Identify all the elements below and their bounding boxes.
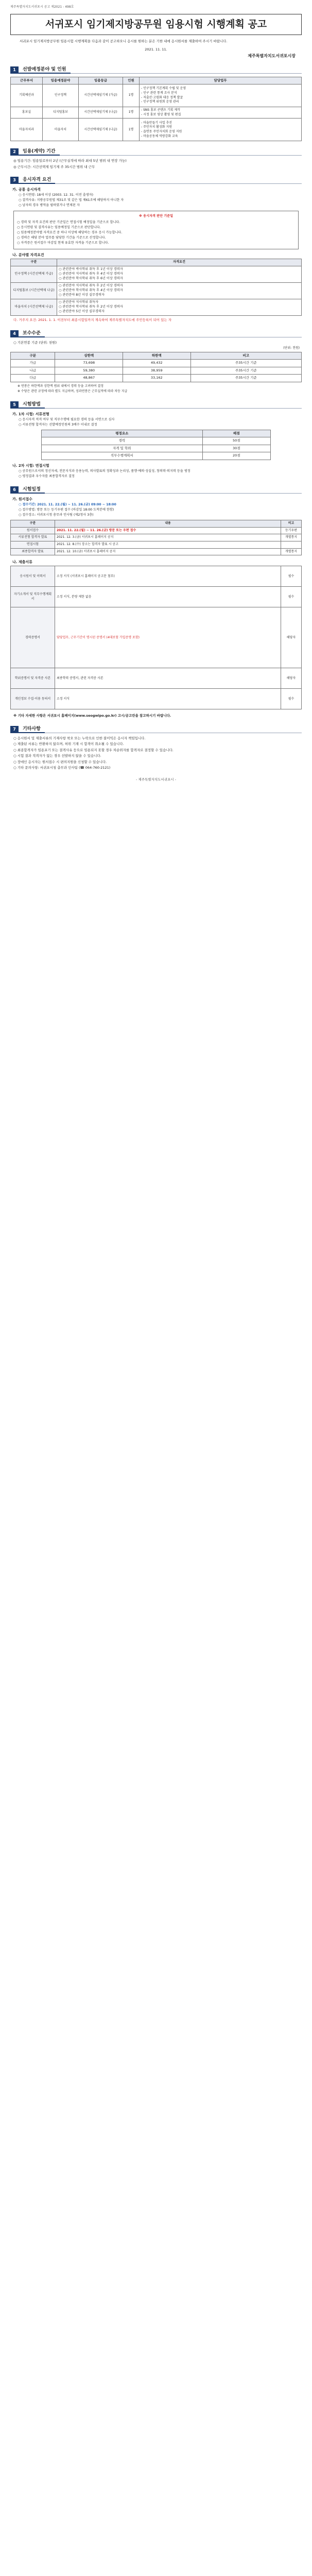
pay-intro: ○ 기본연봉 기준 (단위: 천원) xyxy=(13,340,57,345)
duty-item: - 주민자치 활성화 지원 xyxy=(141,125,172,129)
cell-note: 해당자 xyxy=(281,607,302,668)
cell-content: 소정 서식 xyxy=(55,689,281,709)
cell-count: 1명 xyxy=(123,107,140,118)
section-number: 1 xyxy=(10,66,19,74)
duty-item: - SNS 홍보 콘텐츠 기획 제작 xyxy=(141,108,180,112)
table-row xyxy=(11,534,302,541)
section-number: 6 xyxy=(10,486,19,494)
method-head-2: 나. 2차 시험: 면접시험 xyxy=(12,463,49,468)
table-row xyxy=(11,118,302,141)
cell-note: 필수 xyxy=(281,566,302,587)
cell-score: 20점 xyxy=(202,452,270,460)
table-header: 비고 xyxy=(190,352,301,359)
section-divider xyxy=(45,726,302,733)
method-line: ○ 공무원으로서의 정신자세, 전문지식과 응용능력, 의사발표의 정확성과 논리성, 품행·예의·성실성, 창의력·의지력 등을 평정 xyxy=(19,469,190,473)
qualification-specific-head: 나. 분야별 자격요건 xyxy=(12,253,44,258)
table-row xyxy=(11,527,302,534)
duty-item: - 인구 관련 통계 조사 분석 xyxy=(141,91,177,95)
table-header: 자격요건 xyxy=(57,259,302,266)
other-line: ○ 제출된 서류는 반환하지 않으며, 허위 기재 시 합격이 취소될 수 있습니다. xyxy=(13,742,124,747)
positions-table xyxy=(10,77,302,142)
announcement-page xyxy=(0,0,312,790)
duty-item: - 마을만들기 사업 추진 xyxy=(141,121,172,125)
duty-item: - 마을공동체 역량강화 교육 xyxy=(141,134,178,138)
other-line: ○ 시험 결과 적격자가 없는 경우 선발하지 않을 수 있습니다. xyxy=(13,754,101,758)
schedule-table xyxy=(10,520,302,555)
qualification-table xyxy=(10,259,302,316)
section-1-header xyxy=(10,66,302,74)
cell-label: 최종합격자 발표 xyxy=(11,548,55,555)
notice-item: ○ 응시연령 및 결격사유는 임용예정일 기준으로 판단합니다. xyxy=(17,226,101,230)
table-header: 구분 xyxy=(11,259,57,266)
table-row xyxy=(11,283,302,299)
table-header: 내용 xyxy=(55,520,281,527)
section-number: 3 xyxy=(10,177,19,184)
table-row xyxy=(11,587,302,607)
section-number: 7 xyxy=(10,726,19,733)
notice-item: ○ 임용예정분야별 자격요건 중 하나 이상에 해당하는 경우 응시 가능합니다. xyxy=(17,231,123,235)
table-row xyxy=(11,107,302,118)
table-row xyxy=(11,548,302,555)
cell-dept: 홍보실 xyxy=(11,107,43,118)
section-2-header xyxy=(10,148,302,156)
req-item: ○ 관련분야 석사학위 취득 후 4년 이상 경력자 xyxy=(59,272,123,276)
cell-content xyxy=(57,283,302,299)
table-row xyxy=(11,566,302,587)
table-header: 상한액 xyxy=(55,352,123,359)
table-header: 임용예정분야 xyxy=(43,77,79,84)
qualification-line: ○ 결격사유: 지방공무원법 제31조 및 같은 법 제61조에 해당하지 아니한 자 xyxy=(19,198,124,202)
duty-item: - 인구정책 위원회 운영 관리 xyxy=(141,100,179,104)
method-line: ○ 평정결과 우수자를 최종합격자로 결정 xyxy=(19,474,75,478)
notice-item: ○ 경력 및 자격 요건의 판단 기준일은 면접시험 예정일을 기준으로 합니다. xyxy=(17,221,120,225)
term-line: ◎ 근무시간: 시간선택제 임기제 주 35시간 범위 내 근무 xyxy=(13,164,95,169)
section-6-header xyxy=(10,486,302,494)
section-title: 시험일정 xyxy=(19,486,45,494)
cell-upper: 59,380 xyxy=(55,367,123,374)
cell-content: 2021. 11. 22.(월) ~ 11. 26.(금) 방문 또는 우편 접수 xyxy=(55,527,281,534)
pay-note: ※ 연봉은 하한액과 상한액 범위 내에서 경력 등을 고려하여 결정 xyxy=(18,384,104,388)
cell-label: 마을자치 (시간선택제 나급) xyxy=(11,299,57,316)
cell-upper: 73,698 xyxy=(55,360,123,367)
cell-lower: 38,959 xyxy=(123,367,191,374)
table-header: 구분 xyxy=(11,352,55,359)
qualification-notice-box xyxy=(13,211,299,249)
table-header: 배점 xyxy=(202,430,270,437)
cell-duties xyxy=(140,107,302,118)
table-row xyxy=(11,607,302,668)
issuer: 제주특별자치도서귀포시장 xyxy=(248,54,296,59)
section-title: 임용(계약) 기간 xyxy=(19,148,60,156)
intro-text: 서귀포시 임기제지방공무원 임용시험 시행계획을 다음과 같이 공고하오니 응시를 원하는 분은 기한 내에 응시원서를 제출하여 주시기 바랍니다. xyxy=(20,39,228,44)
req-item: ○ 관련분야 석사학위 취득 후 2년 이상 경력자 xyxy=(59,284,123,288)
cell-label: 개인정보 수집·이용 동의서 xyxy=(11,689,55,709)
table-row xyxy=(11,367,302,374)
table-header: 임용등급 xyxy=(79,77,123,84)
section-divider xyxy=(45,401,302,409)
footer: - 제주특별자치도서귀포시 - xyxy=(136,777,176,782)
req-item: ○ 관련분야 학사학위 취득 후 4년 이상 경력자 xyxy=(59,289,123,293)
method-line: ○ 서류전형 합격자는 선발예정인원의 3배수 이내로 결정 xyxy=(19,423,97,427)
page-title: 서귀포시 임기제지방공무원 임용시험 시행계획 공고 xyxy=(10,14,302,36)
cell-field: 마을자치 xyxy=(43,118,79,141)
documents-head: 나. 제출서류 xyxy=(12,560,32,565)
cell-note: 개별통지 xyxy=(281,534,302,541)
cell-content xyxy=(57,266,302,283)
qualification-general-head: 가. 공통 응시자격 xyxy=(12,188,41,192)
section-title: 기타사항 xyxy=(19,726,45,733)
cell-dept: 기획예산과 xyxy=(11,84,43,107)
schedule-line: ○ 접수방법: 방문 또는 등기우편 접수 (마감일 18:00 도착분에 한함) xyxy=(19,507,114,512)
duty-item: - 읍면동 주민자치회 운영 지원 xyxy=(141,129,182,133)
cell-note xyxy=(281,541,302,548)
table-header: 담당업무 xyxy=(140,77,302,84)
section-divider xyxy=(45,486,302,494)
table-row xyxy=(11,541,302,548)
pay-note: ※ 수당은 관련 규정에 따라 별도 지급하며, 성과연봉은 근무실적에 따라 차등 지급 xyxy=(18,389,128,394)
table-row xyxy=(11,299,302,316)
notice-box-title: ※ 응시자격 판단 기준일 xyxy=(138,214,174,218)
section-number: 5 xyxy=(10,401,19,409)
notice-item: ○ 경력은 해당 분야 업무를 담당한 기간을 기준으로 산정합니다. xyxy=(17,236,106,240)
section-title: 선발예정분야 및 인원 xyxy=(19,66,71,74)
criteria-table xyxy=(41,430,271,460)
cell-grade: 나급 xyxy=(11,367,55,374)
cell-note: 필수 xyxy=(281,587,302,607)
cell-score: 50점 xyxy=(202,437,270,445)
cell-label: 자기소개서 및 직무수행계획서 xyxy=(11,587,55,607)
req-item: ○ 관련분야 박사학위 취득 후 1년 이상 경력자 xyxy=(59,267,123,272)
cell-grade: 다급 xyxy=(11,375,55,382)
duty-item: - 시정 홍보 영상 촬영 및 편집 xyxy=(141,112,181,116)
cell-grade: 시간선택제임기제 (나급) xyxy=(79,107,123,118)
cell-label: 서류전형 합격자 발표 xyxy=(11,534,55,541)
duty-item: - 저출산·고령화 대응 정책 발굴 xyxy=(141,95,183,99)
table-header: 평정요소 xyxy=(42,430,203,437)
homepage-note: ※ 기타 자세한 사항은 서귀포시 홈페이지(www.seogwipo.go.kr) 고시/공고란을 참고하시기 바랍니다. xyxy=(13,714,171,718)
cell-field: 디지털홍보 xyxy=(43,107,79,118)
schedule-head: 가. 원서접수 xyxy=(12,497,32,501)
table-header: 비고 xyxy=(281,520,302,527)
cell-label: 디지털홍보 (시간선택제 나급) xyxy=(11,283,57,299)
req-item: ○ 관련분야 5년 이상 실무경력자 xyxy=(59,310,105,314)
cell-note: 주35시간 기준 xyxy=(190,375,301,382)
other-line: ○ 최종합격자가 임용포기 또는 결격사유 등으로 임용되지 못할 경우 차순위자를 합격자로 결정할 수 있습니다. xyxy=(13,748,174,752)
cell-content: 최종학력 증명서, 관련 자격증 사본 xyxy=(55,668,281,689)
pay-table xyxy=(10,352,302,382)
req-item: ○ 관련분야 학사학위 취득 후 2년 이상 경력자 xyxy=(59,305,123,309)
cell-lower: 49,432 xyxy=(123,360,191,367)
table-row xyxy=(11,360,302,367)
cell-upper: 48,867 xyxy=(55,375,123,382)
table-row xyxy=(42,437,271,445)
cell-label: 면접시험 xyxy=(11,541,55,548)
method-head-1: 가. 1차 시험: 서류전형 xyxy=(12,412,49,416)
cell-grade: 시간선택제임기제 (가급) xyxy=(79,84,123,107)
section-number: 2 xyxy=(10,148,19,156)
cell-note: 등기우편 xyxy=(281,527,302,534)
notice-item: ○ 자격증은 원서접수 마감일 현재 유효한 자격을 기준으로 합니다. xyxy=(17,241,109,245)
cell-content: 2021. 12. 8.(수) 장소는 합격자 발표 시 공고 xyxy=(55,541,281,548)
cell-note: 주35시간 기준 xyxy=(190,360,301,367)
cell-label: 경력증명서 xyxy=(11,607,55,668)
cell-note: 주35시간 기준 xyxy=(190,367,301,374)
cell-label: 인구정책 (시간선택제 가급) xyxy=(11,266,57,283)
section-3-header xyxy=(10,177,302,184)
table-row xyxy=(11,375,302,382)
cell-dept: 마을자치과 xyxy=(11,118,43,141)
cell-note: 개별통지 xyxy=(281,548,302,555)
cell-item: 자격 및 학위 xyxy=(42,445,203,452)
cell-label: 원서접수 xyxy=(11,527,55,534)
other-line: ○ 기타 문의사항: 서귀포시청 총무과 인사팀 (☎ 064-760-2121) xyxy=(13,766,111,770)
section-5-header xyxy=(10,401,302,409)
schedule-line: ○ 접수장소: 서귀포시청 총무과 인사팀 (제2청사 3층) xyxy=(19,513,94,517)
cell-content: 담당업무, 근무기간이 명시된 증명서 (4대보험 가입증명 포함) xyxy=(55,607,281,668)
schedule-line: ○ 접수기간: 2021. 11. 22.(월) ~ 11. 26.(금) 09:00 ~ 18:00 xyxy=(19,502,116,506)
duty-item: - 인구정책 기본계획 수립 및 운영 xyxy=(141,87,186,91)
residence-requirement: 다. 거주지 요건: 2021. 1. 1. 이전부터 최종시험일까지 계속하여 제주특별자치도에 주민등록이 되어 있는 자 xyxy=(13,318,172,323)
section-divider xyxy=(71,66,302,74)
cell-grade: 가급 xyxy=(11,360,55,367)
announcement-date: 2021. 11. 11. xyxy=(145,47,167,52)
cell-duties xyxy=(140,84,302,107)
table-row xyxy=(11,689,302,709)
pay-unit: (단위: 천원) xyxy=(283,346,300,350)
documents-table xyxy=(10,566,302,709)
cell-duties xyxy=(140,118,302,141)
section-number: 4 xyxy=(10,330,19,337)
term-line: ◎ 임용기간: 임용일로부터 2년 (근무실적에 따라 최대 5년 범위 내 연장 가능) xyxy=(13,159,127,163)
section-7-header xyxy=(10,726,302,733)
section-4-header xyxy=(10,330,302,337)
method-line: ○ 응시자격 적격 여부 및 직무수행에 필요한 경력 등을 서면으로 심사 xyxy=(19,418,115,422)
cell-item: 직무수행계획서 xyxy=(42,452,203,460)
cell-lower: 33,162 xyxy=(123,375,191,382)
cell-field: 인구정책 xyxy=(43,84,79,107)
cell-label: 학위증명서 및 자격증 사본 xyxy=(11,668,55,689)
table-row xyxy=(11,84,302,107)
table-header: 인원 xyxy=(123,77,140,84)
intro xyxy=(14,39,298,44)
cell-grade: 시간선택제임기제 (나급) xyxy=(79,118,123,141)
other-line: ○ 장애인 응시자는 원서접수 시 편의지원을 신청할 수 있습니다. xyxy=(13,759,107,764)
qualification-line: ○ 남자의 경우 병역을 필하였거나 면제된 자 xyxy=(19,204,80,208)
qualification-line: ○ 응시연령: 18세 이상 (2003. 12. 31. 이전 출생자) xyxy=(19,193,94,197)
req-item: ○ 관련분야 학사학위 취득 후 6년 이상 경력자 xyxy=(59,277,123,281)
table-header: 근무부서 xyxy=(11,77,43,84)
table-row xyxy=(42,445,271,452)
cell-content: 2021. 12. 3.(금) 서귀포시 홈페이지 공지 xyxy=(55,534,281,541)
section-title: 응시자격 요건 xyxy=(19,177,55,184)
cell-note: 해당자 xyxy=(281,668,302,689)
section-title: 보수수준 xyxy=(19,330,45,337)
cell-label: 응시원서 및 이력서 xyxy=(11,566,55,587)
section-title: 시험방법 xyxy=(19,401,45,409)
doc-number: 제주특별자치도서귀포시 공고 제2021 - 498호 xyxy=(10,5,74,9)
req-item: ○ 관련분야 8년 이상 실무경력자 xyxy=(59,293,105,297)
cell-content: 소정 서식, 분량 제한 없음 xyxy=(55,587,281,607)
other-line: ○ 응시원서 및 제출서류의 기재사항 착오 또는 누락으로 인한 불이익은 응시자 책임입니다. xyxy=(13,736,146,740)
cell-content xyxy=(57,299,302,316)
cell-item: 경력 xyxy=(42,437,203,445)
section-divider xyxy=(60,148,302,156)
cell-score: 30점 xyxy=(202,445,270,452)
req-item: ○ 관련분야 석사학위 취득자 xyxy=(59,300,99,304)
section-divider xyxy=(45,330,302,337)
cell-count: 1명 xyxy=(123,84,140,107)
cell-count: 1명 xyxy=(123,118,140,141)
table-header: 하한액 xyxy=(123,352,191,359)
table-row xyxy=(11,266,302,283)
table-row xyxy=(42,452,271,460)
cell-note: 필수 xyxy=(281,689,302,709)
cell-content: 소정 서식 (서귀포시 홈페이지 공고문 첨부) xyxy=(55,566,281,587)
table-header: 구분 xyxy=(11,520,55,527)
table-row xyxy=(11,668,302,689)
cell-content: 2021. 12. 10.(금) 서귀포시 홈페이지 공지 xyxy=(55,548,281,555)
section-divider xyxy=(55,177,302,184)
